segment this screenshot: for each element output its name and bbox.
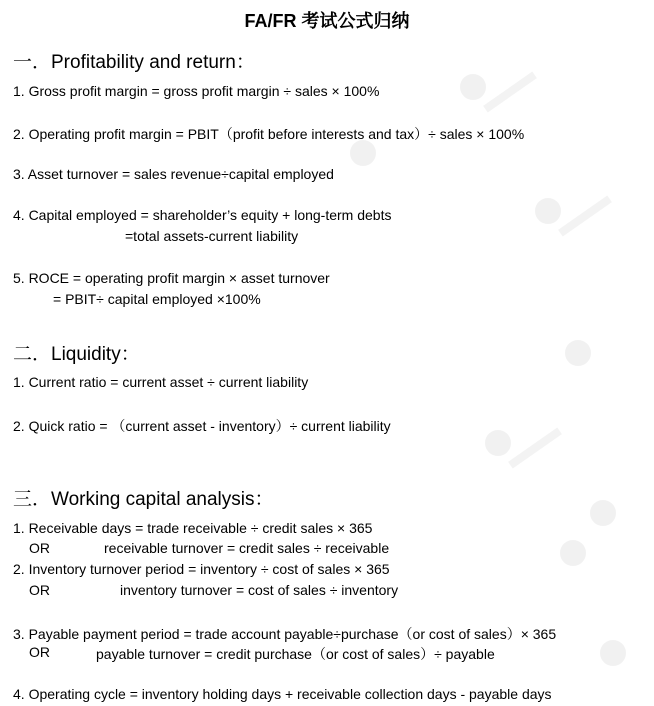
watermark-mark xyxy=(508,428,562,469)
formula-payable-turnover: payable turnover = credit purchase（or cost of sales）÷ payable xyxy=(96,646,495,662)
formula-asset-turnover: 3. Asset turnover = sales revenue÷capital employed xyxy=(13,166,334,182)
formula-operating-profit-margin: 2. Operating profit margin = PBIT（profit before interests and tax）÷ sales × 100% xyxy=(13,126,525,142)
watermark-logo xyxy=(600,640,626,666)
section-heading-working-capital: 三．Working capital analysis： xyxy=(13,489,274,510)
watermark-mark xyxy=(483,72,537,113)
formula-receivable-days: 1. Receivable days = trade receivable ÷ credit sales × 365 xyxy=(13,520,373,536)
formula-roce: 5. ROCE = operating profit margin × asset turnover xyxy=(13,270,330,286)
watermark-logo xyxy=(460,74,486,100)
formula-inventory-turnover: inventory turnover = cost of sales ÷ inventory xyxy=(120,582,399,598)
formula-current-ratio: 1. Current ratio = current asset ÷ current liability xyxy=(13,374,309,390)
watermark-logo xyxy=(565,340,591,366)
document-title: FA/FR 考试公式归纳 xyxy=(244,11,410,31)
or-label: OR xyxy=(29,540,50,556)
watermark-logo xyxy=(485,430,511,456)
watermark-mark xyxy=(558,196,612,237)
formula-receivable-turnover: receivable turnover = credit sales ÷ receivable xyxy=(104,540,390,556)
watermark-logo xyxy=(535,198,561,224)
or-label: OR xyxy=(29,582,50,598)
formula-capital-employed-alt: =total assets-current liability xyxy=(125,228,299,244)
formula-capital-employed: 4. Capital employed = shareholder’s equity + long-term debts xyxy=(13,207,392,223)
or-label: OR xyxy=(29,644,50,660)
formula-roce-alt: = PBIT÷ capital employed ×100% xyxy=(53,291,261,307)
formula-inventory-turnover-period: 2. Inventory turnover period = inventory ÷ cost of sales × 365 xyxy=(13,561,390,577)
watermark-logo xyxy=(590,500,616,526)
formula-operating-cycle: 4. Operating cycle = inventory holding days + receivable collection days - payable days xyxy=(13,686,552,702)
section-heading-liquidity: 二．Liquidity： xyxy=(13,344,140,365)
watermark-logo xyxy=(560,540,586,566)
formula-quick-ratio: 2. Quick ratio = （current asset - inventory）÷ current liability xyxy=(13,418,391,434)
section-heading-profitability: 一．Profitability and return： xyxy=(13,52,255,73)
formula-payable-payment-period: 3. Payable payment period = trade account payable÷purchase（or cost of sales）× 365 xyxy=(13,626,557,642)
formula-gross-profit-margin: 1. Gross profit margin = gross profit margin ÷ sales × 100% xyxy=(13,83,380,99)
